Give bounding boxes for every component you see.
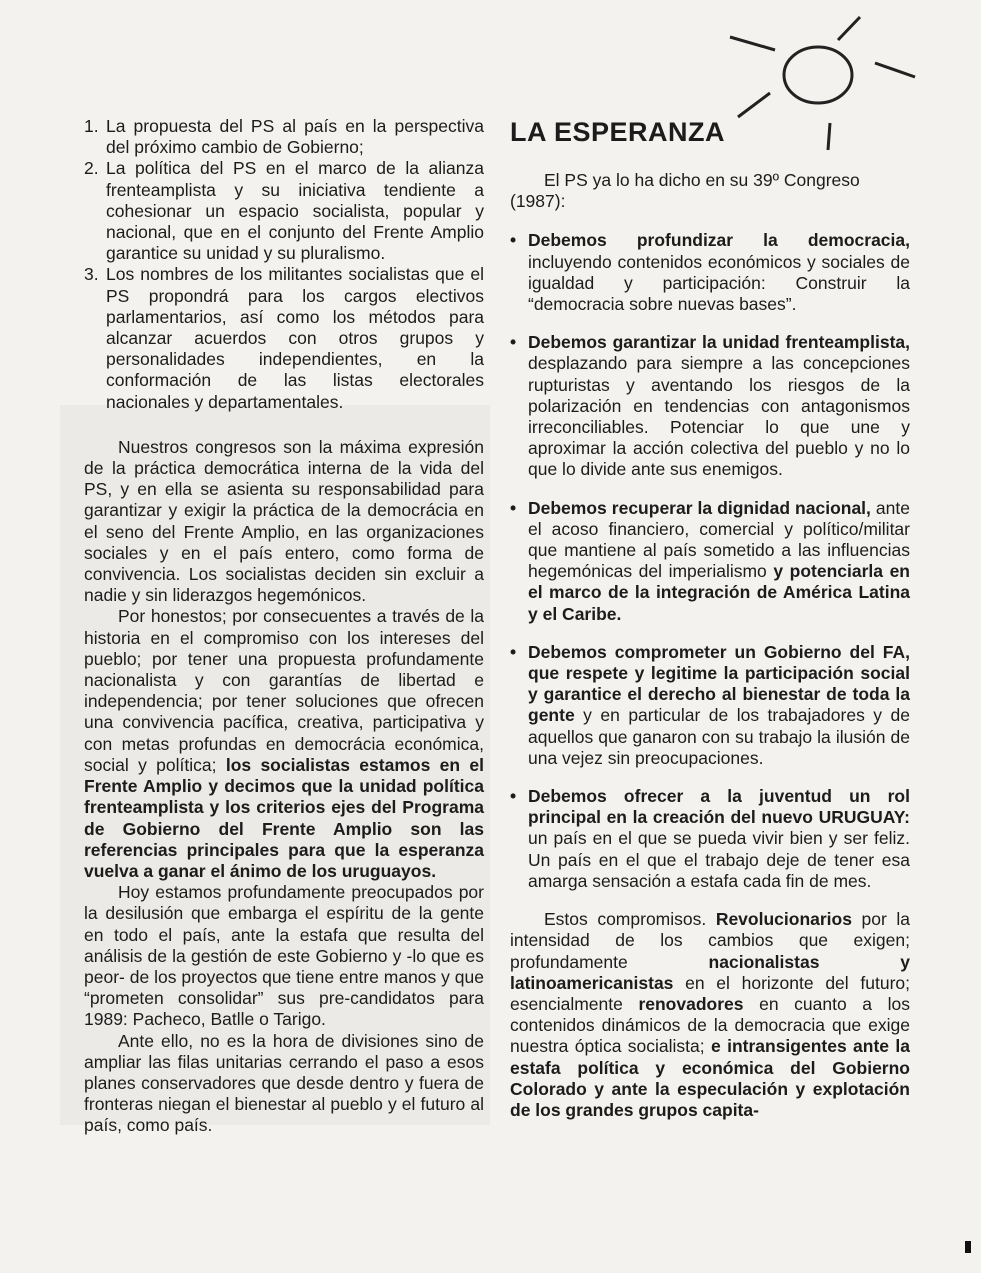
paragraph-text: Por honestos; por consecuentes a través de la historia en el compromiso con los intereses del pueblo; por tener una propuesta profundamente nacionalista y con garantías de libertad e independencia; por tener soluciones que ofrecen una convivencia pacífica, creativa, participativa y con metas profundas en democrácia económica, social y política; — [84, 606, 484, 775]
commitment-text: y en particular de los trabajadores y de aquellos que ganaron con su trabajo la ilusión de una vejez sin preocupaciones. — [528, 705, 910, 768]
bullet-icon: • — [510, 230, 517, 251]
right-column — [510, 116, 910, 1121]
commitment-heading: Debemos garantizar la unidad frenteamplista, — [528, 332, 910, 353]
commitment-heading: Debemos comprometer un Gobierno del FA, que respete y legitime la participación social y garantice el derecho al bienestar de toda la gente — [528, 641, 910, 726]
commitment-text: ante el acoso financiero, comercial y político/militar que mantiene al país sometido a las influencias hegemónicas del imperialismo — [528, 497, 910, 582]
commitments-list — [510, 230, 910, 892]
commitment-item — [510, 230, 910, 315]
closing-emphasis: nacionalistas y latinoamericanistas — [510, 951, 910, 993]
intro-text: El PS ya lo ha dicho en su 39º Congreso (1987): — [510, 170, 860, 212]
agenda-list — [84, 116, 484, 413]
agenda-text: Los nombres de los militantes socialistas que el PS propondrá para los cargos electivos parlamentarios, así como los métodos para alcanzar acuerdos con otros grupos y personalidades independientes, en la conformación de las listas electorales nacionales y departamentales. — [106, 264, 484, 412]
commitment-item — [510, 498, 910, 625]
agenda-item — [84, 116, 484, 158]
agenda-number: 1. — [84, 116, 99, 136]
agenda-text: La política del PS en el marco de la alianza frenteamplista y su iniciativa tendiente a cohesionar un espacio socialista, popular y nacional, que en el conjunto del Frente Amplio garantice su unidad y su pluralismo. — [106, 158, 484, 264]
agenda-number: 2. — [84, 158, 99, 179]
closing-text: Estos compromisos. — [544, 909, 716, 930]
paragraph-emphasis: los socialistas estamos en el Frente Amplio y decimos que la unidad política frenteamplista y los criterios ejes del Programa de Gobierno del Frente Amplio son las referencias principales para que la esperanza vuelva a ganar el ánimo de los uruguayos. — [84, 754, 484, 881]
commitment-text: incluyendo contenidos económicos y sociales de igualdad y participación: Construir la “democracia sobre nuevas bases”. — [528, 251, 910, 315]
commitment-heading: Debemos profundizar la democracia, — [528, 230, 910, 251]
paragraph-preocupados: Hoy estamos profundamente preocupados por la desilusión que embarga el espíritu de la gente en todo el país, ante la estafa que resulta del análisis de la gestión de este Gobierno y -lo que es peor- de los proyectos que tiene entre manos y que “prometen consolidar” sus pre-candidatos para 1989: Pacheco, Batlle o Tarigo. — [84, 882, 484, 1030]
commitment-item — [510, 642, 910, 769]
bullet-icon: • — [510, 332, 517, 353]
closing-emphasis: Revolucionarios — [715, 909, 852, 930]
bullet-icon: • — [510, 497, 517, 518]
commitment-text: desplazando para siempre a las concepciones rupturistas y aventando los riesgos de la polarización en tendencias con antagonismos irreconciliables. Potenciar lo que une y aproximar la acción colectiva del pueblo y no lo que lo divide ante sus enemigos. — [528, 353, 910, 480]
closing-emphasis: e intransigentes ante la estafa política y económica del Gobierno Colorado y ante la especulación y explotación de los grandes grupos capita- — [510, 1036, 910, 1120]
closing-emphasis: renovadores — [638, 993, 744, 1014]
paragraph-divisiones: Ante ello, no es la hora de divisiones sino de ampliar las filas unitarias cerrando el paso a esos planes conservadores que desde dentro y fuera de fronteras niegan el bienestar al pueblo y el futuro al país, como país. — [84, 1030, 484, 1136]
paragraph-congresos: Nuestros congresos son la máxima expresión de la práctica democrática interna de la vida del PS, y en ella se asienta su responsabilidad para garantizar y exigir la práctica de la democrácia en el seno del Frente Amplio, en las organizaciones sociales y en el país entero, como forma de convivencia. Los socialistas deciden sin excluir a nadie y sin liderazgos hegemónicos. — [84, 436, 484, 606]
commitment-heading: Debemos ofrecer a la juventud un rol principal en la creación del nuevo URUGUAY: — [528, 786, 910, 828]
commitment-heading: Debemos recuperar la dignidad nacional, — [528, 497, 871, 518]
left-column — [84, 116, 484, 1137]
commitment-item — [510, 786, 910, 892]
closing-text: en cuanto a los contenidos dinámicos de la democracia que exige nuestra óptica socialista; — [510, 993, 910, 1057]
agenda-item — [84, 264, 484, 412]
bullet-icon: • — [510, 641, 517, 662]
bullet-icon: • — [510, 786, 517, 807]
agenda-text: La propuesta del PS al país en la perspectiva del próximo cambio de Gobierno; — [106, 116, 484, 158]
commitment-text: un país en el que se pueda vivir bien y ser feliz. Un país en el que el trabajo deje de tener esa amarga sensación a estafa cada fin de mes. — [528, 828, 910, 891]
agenda-item — [84, 158, 484, 264]
section-title: LA ESPERANZA — [510, 117, 726, 147]
closing-paragraph — [510, 909, 910, 1121]
closing-text: por la intensidad de los cambios que exigen; profundamente — [510, 909, 911, 972]
paragraph-honestos — [84, 606, 484, 882]
closing-text: en el horizonte del futuro; esencialmente — [510, 972, 910, 1014]
commitment-emphasis: y potenciarla en el marco de la integración de América Latina y el Caribe. — [528, 561, 911, 624]
scan-speck — [965, 1241, 971, 1253]
agenda-number: 3. — [84, 264, 99, 285]
commitment-item — [510, 332, 910, 480]
